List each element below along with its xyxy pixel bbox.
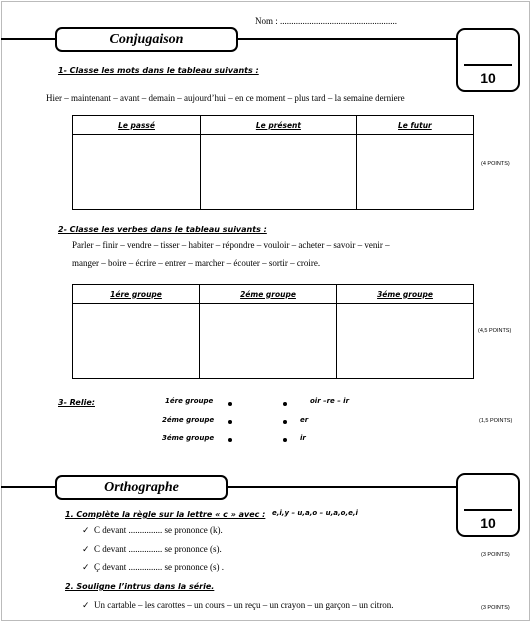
- q1-cell-present[interactable]: [201, 135, 357, 210]
- nom-field[interactable]: [255, 16, 397, 26]
- q2-header-3: 3éme groupe: [337, 285, 474, 304]
- relie-right-3: ir: [300, 434, 306, 442]
- ortho-q2-points: (3 POINTS): [481, 605, 510, 611]
- check-icon: ✓: [82, 562, 90, 572]
- q2-label: 2- Classe les verbes dans le tableau suivants :: [58, 225, 267, 234]
- relie-left-3: 3éme groupe: [162, 434, 215, 442]
- relie-dot-left-2[interactable]: [228, 420, 232, 424]
- relie-dot-left-1[interactable]: [228, 402, 232, 406]
- q2-header-2: 2éme groupe: [200, 285, 337, 304]
- relie-dot-left-3[interactable]: [228, 438, 232, 442]
- ortho-item-2-text: C devant ............... se prononce (s).: [94, 544, 222, 554]
- relie-left-2: 2éme groupe: [162, 416, 215, 424]
- q2-cell-1[interactable]: [73, 304, 200, 379]
- ortho-item-1: [82, 525, 223, 536]
- q2-line1: Parler – finir – vendre – tisser – habiter – répondre – vouloir – acheter – savoir – venir –: [72, 240, 390, 250]
- relie-dot-right-1[interactable]: [283, 402, 287, 406]
- relie-dot-right-2[interactable]: [283, 420, 287, 424]
- score-divider: [464, 64, 512, 66]
- q2-table: [72, 284, 474, 379]
- relie-left-1: 1ére groupe: [165, 397, 214, 405]
- q1-label: 1- Classe les mots dans le tableau suivants :: [58, 66, 259, 75]
- conjugaison-title: Conjugaison: [55, 27, 238, 52]
- ortho-q1-points: (3 POINTS): [481, 552, 510, 558]
- q1-header-passe: Le passé: [73, 116, 201, 135]
- ortho-q1-label: 1. Complète la règle sur la lettre « c » avec :: [65, 510, 266, 519]
- conjugaison-score: 10: [480, 70, 496, 86]
- q2-points: (4,5 POINTS): [478, 328, 512, 334]
- check-icon: ✓: [82, 525, 90, 535]
- conjugaison-score-box: [456, 28, 520, 92]
- q1-table: [72, 115, 474, 210]
- ortho-series: [82, 600, 393, 611]
- ortho-series-text: Un cartable – les carottes – un cours – un reçu – un crayon – un garçon – un citron.: [94, 600, 394, 610]
- q1-cell-passe[interactable]: [73, 135, 201, 210]
- q1-words: Hier – maintenant – avant – demain – aujourd’hui – en ce moment – plus tard – la semaine derniere: [46, 93, 405, 103]
- relie-right-2: er: [300, 416, 309, 424]
- check-icon: ✓: [82, 600, 90, 610]
- check-icon: ✓: [82, 544, 90, 554]
- nom-label: Nom :: [255, 16, 278, 26]
- ortho-item-3: [82, 562, 224, 573]
- q3-label: 3- Relie:: [58, 398, 95, 407]
- orthographe-score: 10: [480, 515, 496, 531]
- ortho-q1-options: e,i,y – u,a,o – u,a,o,e,i: [272, 509, 358, 517]
- score-divider: [464, 509, 512, 511]
- q1-header-present: Le présent: [201, 116, 357, 135]
- q2-line2: manger – boire – écrire – entrer – marcher – écouter – sortir – croire.: [72, 258, 321, 268]
- relie-dot-right-3[interactable]: [283, 438, 287, 442]
- ortho-item-2: [82, 544, 222, 555]
- q2-cell-3[interactable]: [337, 304, 474, 379]
- orthographe-score-box: [456, 473, 520, 537]
- q1-points: (4 POINTS): [481, 161, 510, 167]
- ortho-item-3-text: Ç devant ............... se prononce (s) .: [94, 562, 225, 572]
- nom-dots: ....................................................: [280, 16, 398, 26]
- ortho-q2-label: 2. Souligne l’intrus dans la série.: [65, 582, 215, 591]
- q3-points: (1,5 POINTS): [479, 418, 513, 424]
- q1-cell-futur[interactable]: [356, 135, 473, 210]
- orthographe-title: Orthographe: [55, 475, 228, 500]
- ortho-item-1-text: C devant ............... se prononce (k).: [94, 525, 223, 535]
- relie-right-1: oir –re – ir: [310, 397, 350, 405]
- q2-header-1: 1ére groupe: [73, 285, 200, 304]
- q1-header-futur: Le futur: [356, 116, 473, 135]
- q2-cell-2[interactable]: [200, 304, 337, 379]
